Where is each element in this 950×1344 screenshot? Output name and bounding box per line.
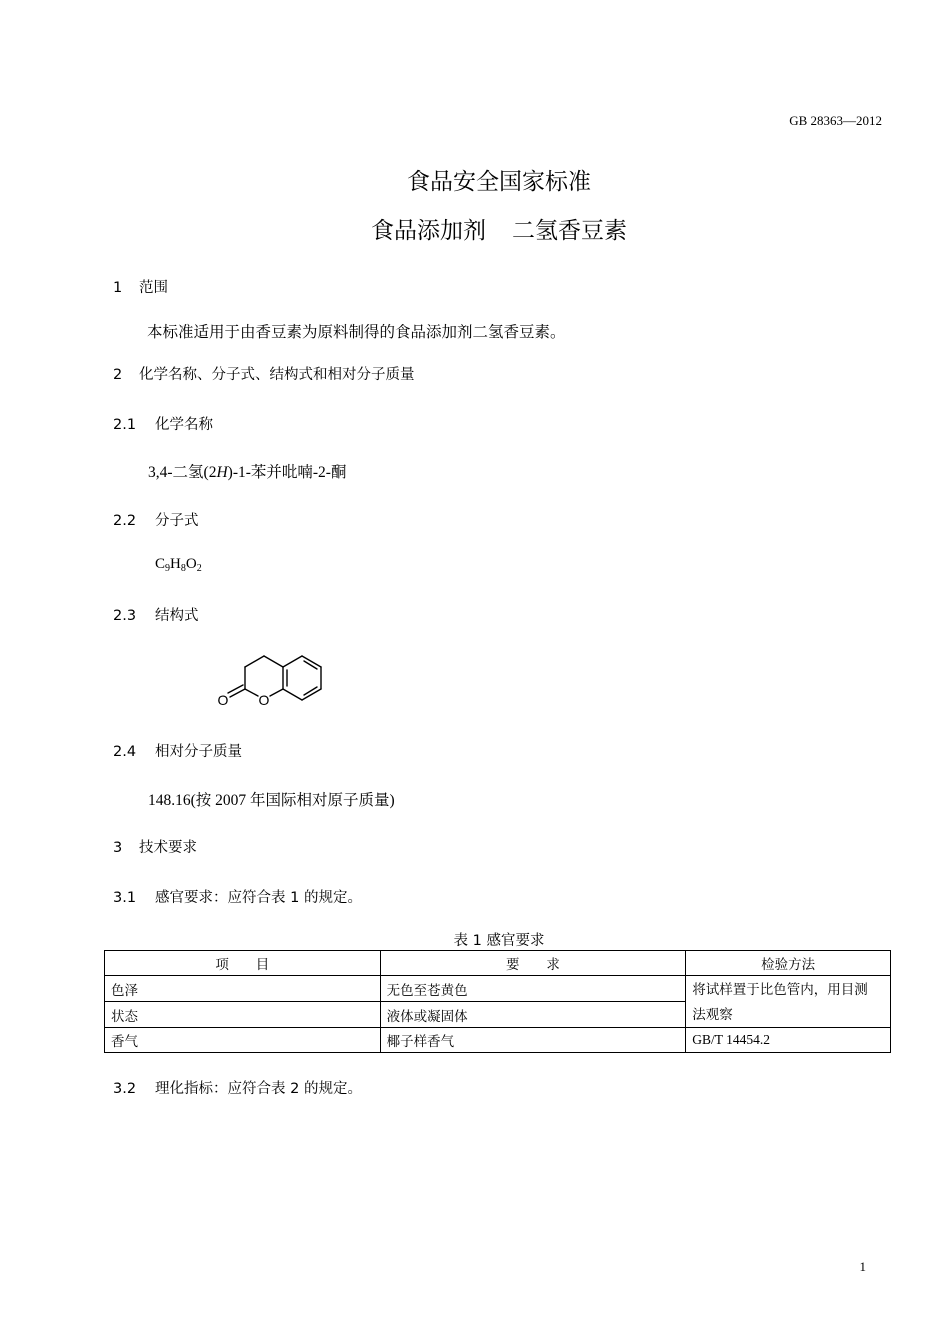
bond-l1 (264, 656, 283, 667)
chemical-name: 3,4-二氢(2H)-1-苯并吡喃-2-酮 (148, 464, 347, 481)
cell-method-merged: 将试样置于比色管内，用目测 法观察 (686, 976, 891, 1028)
page-number: 1 (859, 1259, 866, 1274)
table-row (105, 976, 891, 1002)
table-row (105, 1028, 891, 1053)
cell-method: GB/T 14454.2 (686, 1028, 891, 1053)
section-2-3-heading: 2.3 结构式 (113, 608, 199, 624)
bond-b6 (283, 656, 302, 667)
bond-b4 (283, 689, 302, 700)
header-requirement: 要 求 (380, 951, 686, 976)
header-method: 检验方法 (686, 951, 891, 976)
cell-item: 状态 (105, 1002, 381, 1028)
section-1-text: 本标准适用于由香豆素为原料制得的食品添加剂二氢香豆素。 (147, 324, 566, 341)
cell-item: 色泽 (105, 976, 381, 1002)
structural-formula (210, 650, 330, 712)
document-subtitle (0, 212, 950, 245)
cell-requirement: 椰子样香气 (380, 1028, 686, 1053)
section-2-4-heading: 2.4 相对分子质量 (113, 744, 242, 760)
section-2-heading: 2 化学名称、分子式、结构式和相对分子质量 (113, 367, 415, 383)
bond-b3-inner (304, 687, 317, 695)
molecular-mass: 148.16(按 2007 年国际相对原子质量) (148, 792, 395, 809)
bond-l2 (245, 656, 264, 667)
bond-b1-inner (304, 661, 317, 669)
bond-l5 (270, 689, 283, 696)
section-1-heading: 1 范围 (113, 280, 168, 296)
bond-l4 (245, 689, 258, 696)
cell-requirement: 液体或凝固体 (380, 1002, 686, 1028)
section-2-2-heading: 2.2 分子式 (113, 513, 199, 529)
subtitle-part-2: 二氢香豆素 (512, 218, 627, 244)
document-title: 食品安全国家标准 (407, 169, 591, 195)
section-2-1-heading: 2.1 化学名称 (113, 417, 213, 433)
table-1-caption: 表 1 感官要求 (453, 933, 545, 949)
header-item: 项 目 (105, 951, 381, 976)
table-header-row (105, 951, 891, 976)
section-3-1-heading: 3.1 感官要求：应符合表 1 的规定。 (113, 890, 362, 906)
cell-requirement: 无色至苍黄色 (380, 976, 686, 1002)
section-3-2-heading: 3.2 理化指标：应符合表 2 的规定。 (113, 1081, 362, 1097)
cell-item: 香气 (105, 1028, 381, 1053)
molecular-formula: $C_9H_8O_2$ (155, 556, 202, 574)
atom-ring-oxygen: O (258, 692, 270, 708)
subtitle-part-1: 食品添加剂 (371, 218, 486, 244)
atom-carbonyl-oxygen: O (217, 692, 229, 708)
table-1 (104, 950, 891, 1053)
section-3-heading: 3 技术要求 (113, 840, 197, 856)
standard-code: GB 28363—2012 (789, 113, 882, 128)
